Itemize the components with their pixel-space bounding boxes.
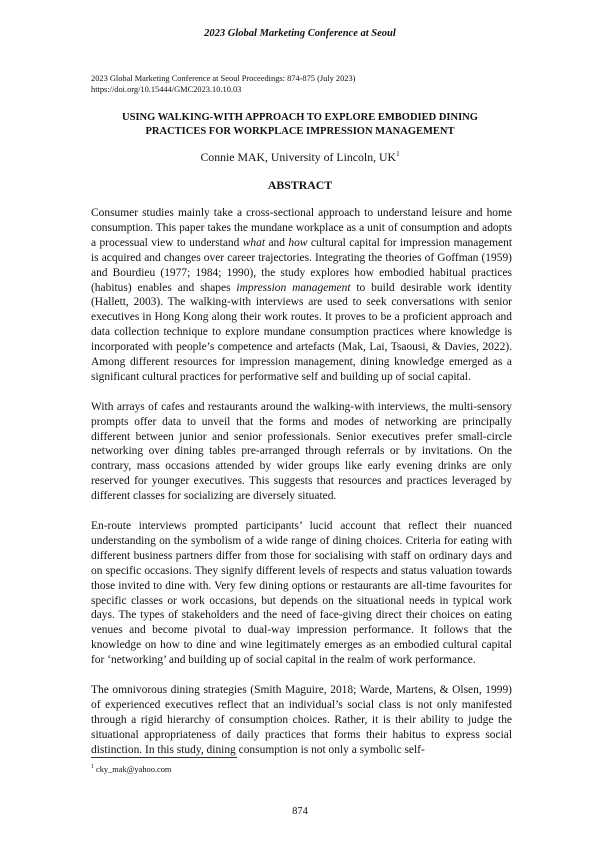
emphasis-how: how (288, 236, 308, 249)
footnote (91, 765, 171, 774)
footnote-marker: 1 (91, 764, 94, 771)
paragraph-2: With arrays of cafes and restaurants around the walking-with interviews, the multi-sensory prompts offer data to unveil that the forms and modes of networking are principally different between junior and senior professionals. Senior executives prefer small-circle networking over dining tables pre-arranged through referrals or by invitations. On the contrary, mass occasions attended by wider groups like early evening drinks are only reserved for younger executives. This suggests that resources and practices leveraged by different classes for socializing are diversely situated. (91, 400, 512, 503)
author-footnote-marker: 1 (396, 150, 400, 159)
footnote-email[interactable]: cky_mak@yahoo.com (96, 765, 172, 774)
proceedings-line: 2023 Global Marketing Conference at Seoul Proceedings: 874-875 (July 2023) (91, 74, 356, 83)
title-line-2: PRACTICES FOR WORKPLACE IMPRESSION MANAGEMENT (145, 126, 455, 137)
doi-link[interactable]: https://doi.org/10.15444/GMC2023.10.10.03 (91, 85, 242, 94)
page-number: 874 (292, 806, 308, 817)
author-name: Connie MAK, University of Lincoln, UK (200, 150, 397, 164)
footnote-divider (91, 757, 237, 758)
emphasis-what: what (242, 236, 266, 249)
paragraph-4: The omnivorous dining strategies (Smith Maguire, 2018; Warde, Martens, & Olsen, 1999) of experienced executives reflect that an individual’s social class is not only manifested through a rigid hierarchy of consumption choices. Rather, it is their ability to judge the situational appropriateness of daily practices that forms their habitus to express social distinction. In this study, dining consumption is not only a symbolic self- (91, 683, 512, 756)
paragraph-3: En-route interviews prompted participants’ lucid account that reflect their nuanced understanding on the symbolism of a wide range of dining choices. Criteria for eating with different business partners differ from those for socialising with staff on ordinary days and on specific occasions. They signify different levels of respects and status valuation towards those invited to dine with. Very few dining options or restaurants are all-time favourites for specific classes or work occasions, but depends on the situational needs in typical work days. The types of stakeholders and the need of face-giving direct their choices on eating venues and become pivotal to dual-way impression performance. It follows that the knowledge on how to dine and wine legitimately emerges as an embodied cultural capital for ‘networking’ and building up of social capital in the realm of work performance. (91, 520, 512, 667)
author-line (0, 150, 600, 165)
running-header: 2023 Global Marketing Conference at Seoul (204, 28, 396, 39)
abstract-body (91, 206, 512, 757)
paper-title (70, 111, 530, 139)
publication-meta (91, 73, 355, 95)
paragraph-1: Consumer studies mainly take a cross-sectional approach to understand leisure and home consumption. This paper takes the mundane workplace as a unit of consumption and adopts a processual view to understand what and how cultural capital for impression management is acquired and changes over career trajectories. Integrating the theories of Goffman (1959) and Bourdieu (1977; 1984; 1990), the study explores how embodied habitual practices (habitus) enables and shapes impression management to build desirable work identity (Hallett, 2003). The walking-with interviews are used to seek conversations with senior executives in Hong Kong along their work routes. It proves to be a proficient approach and data collection technique to explore mundane consumption practices where knowledge is incorporated with people’s competence and artefacts (Mak, Lai, Tsaousi, & Davies, 2022). Among different resources for impression management, dining knowledge emerged as a significant cultural practices for performative self and building up of social capital. (91, 207, 513, 383)
emphasis-impression-management: impression management (236, 281, 351, 294)
abstract-heading: ABSTRACT (267, 178, 333, 192)
title-line-1: USING WALKING-WITH APPROACH TO EXPLORE EMBODIED DINING (122, 112, 478, 123)
